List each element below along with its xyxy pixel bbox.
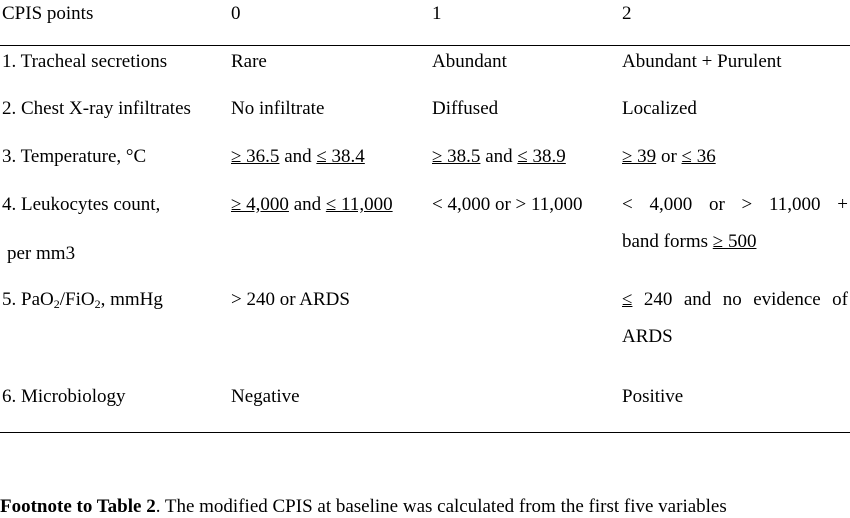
- table-bottom-rule: [0, 432, 850, 433]
- row-xray-2: Localized: [622, 98, 697, 119]
- row-leukocytes-2-line1: < 4,000 or > 11,000 +: [622, 194, 848, 215]
- header-cpis-points: CPIS points: [2, 3, 94, 24]
- row-temperature-0: ≥ 36.5 and ≤ 38.4: [231, 146, 365, 167]
- row-tracheal-1: Abundant: [432, 51, 507, 72]
- header-rule: [0, 45, 850, 46]
- row-pao2-2-line1: ≤ 240 and no evidence of: [622, 289, 848, 310]
- row-leukocytes-1: < 4,000 or > 11,000: [432, 194, 583, 215]
- header-score-2: 2: [622, 3, 632, 24]
- row-tracheal-0: Rare: [231, 51, 267, 72]
- table-footnote: Footnote to Table 2. The modified CPIS at baseline was calculated from the first five variables: [0, 496, 727, 517]
- row-temperature-label: 3. Temperature, °C: [2, 146, 147, 167]
- row-leukocytes-label: 4. Leukocytes count,: [2, 194, 161, 215]
- header-score-0: 0: [231, 3, 241, 24]
- row-leukocytes-2-line2: band forms ≥ 500: [622, 231, 757, 252]
- header-score-1: 1: [432, 3, 442, 24]
- row-pao2-label: 5. PaO$_2$/FiO$_2$, mmHg: [2, 289, 163, 311]
- row-temperature-2: ≥ 39 or ≤ 36: [622, 146, 716, 167]
- row-microbiology-0: Negative: [231, 386, 300, 407]
- row-xray-1: Diffused: [432, 98, 499, 119]
- row-microbiology-label: 6. Microbiology: [2, 386, 126, 407]
- row-pao2-2-line2: ARDS: [622, 326, 673, 347]
- row-tracheal-label: 1. Tracheal secretions: [2, 51, 168, 72]
- row-microbiology-2: Positive: [622, 386, 684, 407]
- row-pao2-0: > 240 or ARDS: [231, 289, 350, 310]
- row-tracheal-2: Abundant + Purulent: [622, 51, 782, 72]
- row-leukocytes-label-unit: per mm3: [7, 243, 76, 264]
- row-leukocytes-0: ≥ 4,000 and ≤ 11,000: [231, 194, 393, 215]
- row-xray-0: No infiltrate: [231, 98, 325, 119]
- row-temperature-1: ≥ 38.5 and ≤ 38.9: [432, 146, 566, 167]
- row-xray-label: 2. Chest X-ray infiltrates: [2, 98, 191, 119]
